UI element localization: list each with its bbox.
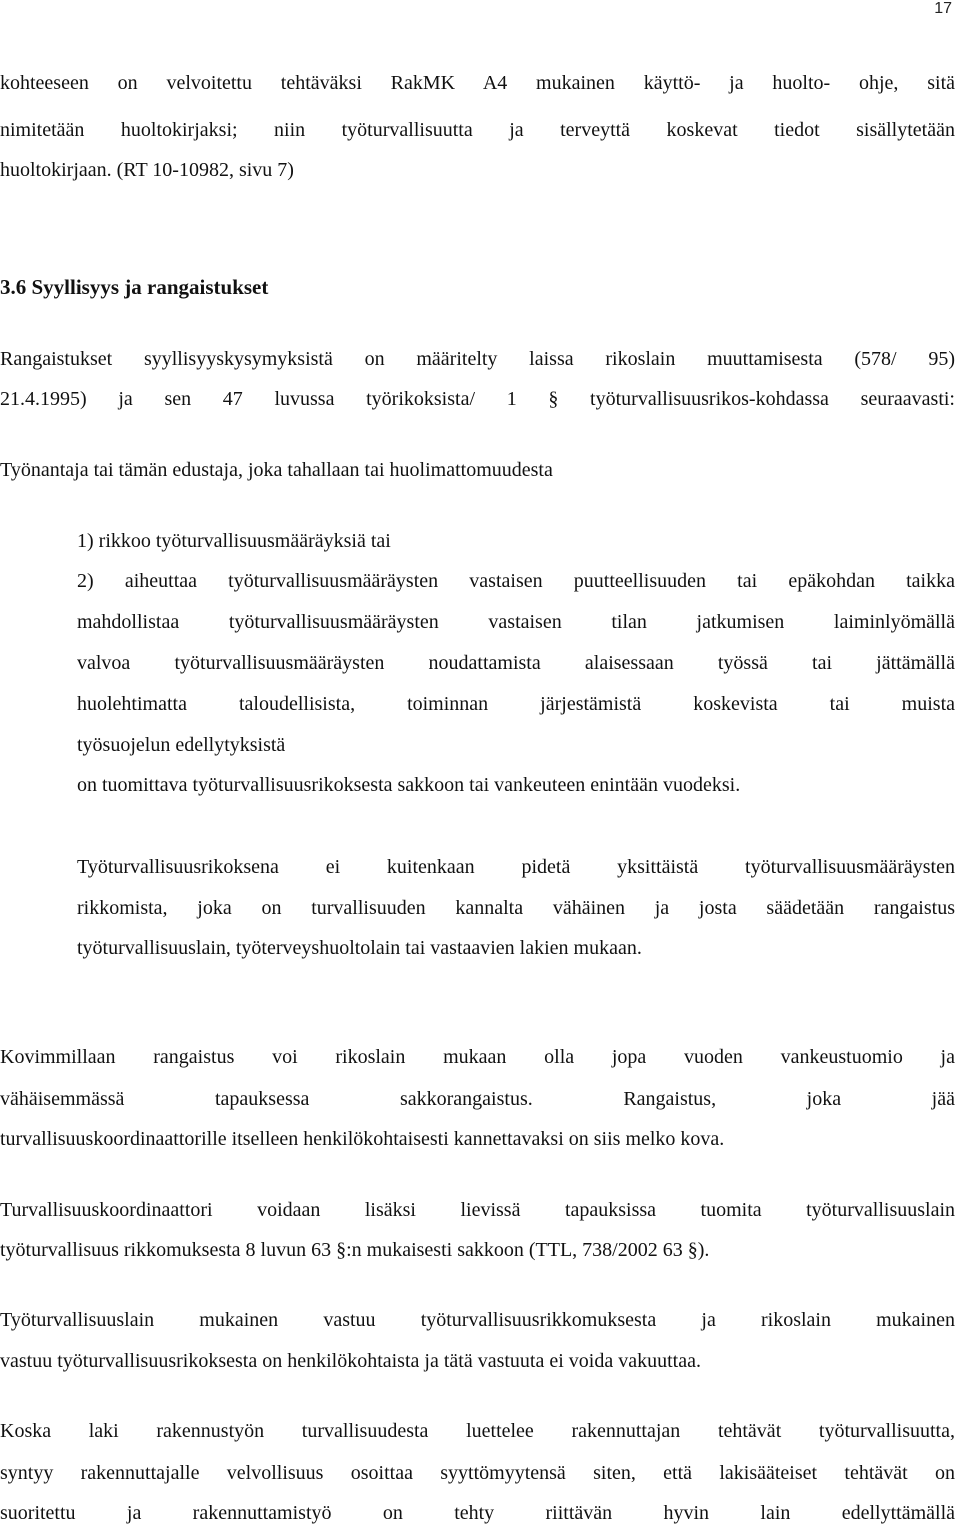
- text-line: nimitetään huoltokirjaksi; niin työturvallisuutta ja terveyttä koskevat tiedot sisällytetään: [0, 119, 955, 141]
- text-line: rikkomista, joka on turvallisuuden kannalta vähäinen ja josta säädetään rangaistus: [77, 897, 955, 919]
- text-line: Työturvallisuuslain mukainen vastuu työturvallisuusrikkomuksesta ja rikoslain mukainen: [0, 1309, 955, 1331]
- section-heading: 3.6 Syyllisyys ja rangaistukset: [0, 275, 269, 299]
- text-line: Rangaistukset syyllisyyskysymyksistä on määritelty laissa rikoslain muuttamisesta (578/ 95): [0, 348, 955, 370]
- text-line: syntyy rakennuttajalle velvollisuus osoittaa syyttömyytensä siten, että lakisääteiset tehtävät on: [0, 1462, 955, 1484]
- text-line: Turvallisuuskoordinaattori voidaan lisäksi lievissä tapauksissa tuomita työturvallisuuslain: [0, 1199, 955, 1221]
- text-line: vähäisemmässä tapauksessa sakkorangaistus. Rangaistus, joka jää: [0, 1088, 955, 1110]
- list-item: 2) aiheuttaa työturvallisuusmääräysten vastaisen puutteellisuuden tai epäkohdan taikka: [77, 570, 955, 592]
- text-line: työsuojelun edellytyksistä: [77, 734, 286, 756]
- text-line: 21.4.1995) ja sen 47 luvussa työrikoksista/ 1 § työturvallisuusrikos-kohdassa seuraavasti:: [0, 388, 955, 410]
- text-line: Koska laki rakennustyön turvallisuudesta luettelee rakennuttajan tehtävät työturvallisuutta,: [0, 1420, 955, 1442]
- text-line: Kovimmillaan rangaistus voi rikoslain mukaan olla jopa vuoden vankeustuomio ja: [0, 1046, 955, 1068]
- text-line: vastuu työturvallisuusrikoksesta on henkilökohtaista ja tätä vastuuta ei voida vakuuttaa.: [0, 1350, 701, 1372]
- text-line: kohteeseen on velvoitettu tehtäväksi RakMK A4 mukainen käyttö- ja huolto- ohje, sitä: [0, 72, 955, 94]
- text-line: mahdollistaa työturvallisuusmääräysten vastaisen tilan jatkumisen laiminlyömällä: [77, 611, 955, 633]
- list-item: 1) rikkoo työturvallisuusmääräyksiä tai: [77, 530, 391, 552]
- text-line: turvallisuuskoordinaattorille itselleen henkilökohtaisesti kannettavaksi on siis melko kova.: [0, 1128, 725, 1150]
- text-line: Työnantaja tai tämän edustaja, joka tahallaan tai huolimattomuudesta: [0, 459, 553, 481]
- text-line: huolehtimatta taloudellisista, toiminnan järjestämistä koskevista tai muista: [77, 693, 955, 715]
- page-number: 17: [934, 0, 952, 17]
- text-line: huoltokirjaan. (RT 10-10982, sivu 7): [0, 159, 294, 181]
- text-line: suoritettu ja rakennuttamistyö on tehty riittävän hyvin lain edellyttämällä: [0, 1502, 955, 1524]
- text-line: valvoa työturvallisuusmääräysten noudattamista alaisessaan työssä tai jättämällä: [77, 652, 955, 674]
- text-line: Työturvallisuusrikoksena ei kuitenkaan pidetä yksittäistä työturvallisuusmääräysten: [77, 856, 955, 878]
- text-line: työturvallisuus rikkomuksesta 8 luvun 63 §:n mukaisesti sakkoon (TTL, 738/2002 63 §).: [0, 1239, 710, 1261]
- text-line: on tuomittava työturvallisuusrikoksesta sakkoon tai vankeuteen enintään vuodeksi.: [77, 774, 741, 796]
- text-line: työturvallisuuslain, työterveyshuoltolain tai vastaavien lakien mukaan.: [77, 937, 642, 959]
